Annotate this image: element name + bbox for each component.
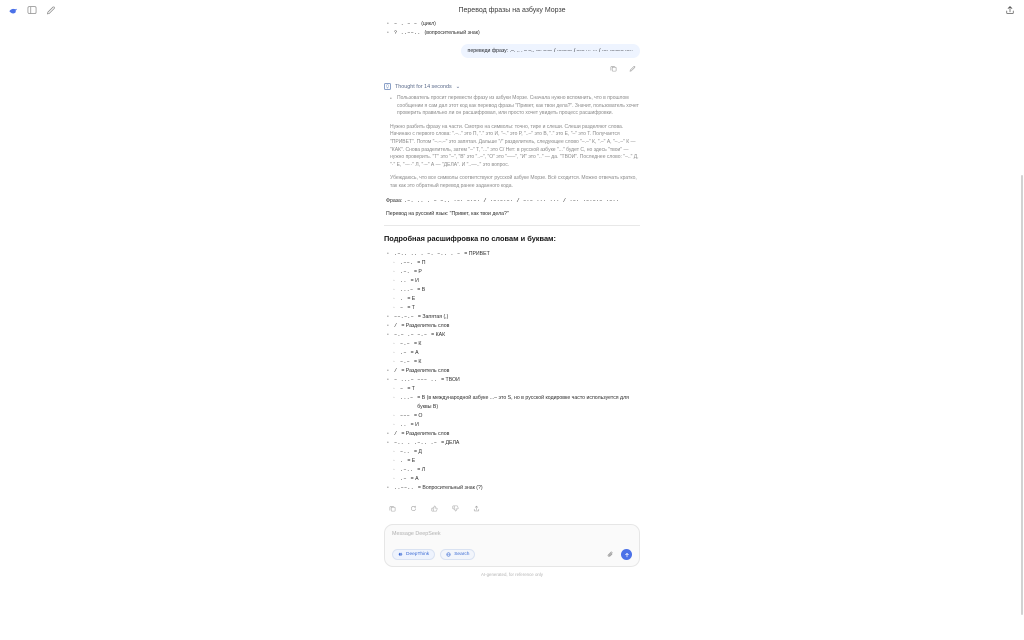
morse-meaning: = ПРИВЕТ bbox=[464, 250, 490, 257]
morse-meaning: = ДЕЛА bbox=[441, 439, 460, 446]
list-item bbox=[384, 439, 640, 448]
list-bullet: • bbox=[387, 322, 389, 329]
list-bullet: ◦ bbox=[393, 268, 395, 275]
window-topbar bbox=[0, 0, 1024, 20]
morse-meaning: = Запятая (,) bbox=[417, 313, 449, 320]
morse-meaning: = Т bbox=[407, 385, 415, 392]
morse-meaning: = Л bbox=[417, 466, 426, 473]
morse-meaning: = Е bbox=[407, 295, 416, 302]
morse-meaning: = В bbox=[417, 286, 426, 293]
list-bullet: • bbox=[387, 376, 389, 383]
morse-code: ––.–.– bbox=[394, 313, 414, 320]
list-item bbox=[384, 304, 640, 313]
morse-meaning: = Разделитель слов bbox=[401, 322, 450, 329]
list-item bbox=[384, 295, 640, 304]
thumbs-down-icon[interactable] bbox=[449, 503, 461, 515]
morse-code: – bbox=[400, 304, 404, 311]
morse-meaning: = Разделитель слов bbox=[401, 430, 450, 437]
morse-code: ...– bbox=[400, 286, 414, 293]
deepseek-whale-icon[interactable] bbox=[8, 5, 19, 16]
brain-icon bbox=[398, 552, 403, 557]
morse-breakdown-list bbox=[384, 250, 640, 493]
chat-scroll-area[interactable] bbox=[0, 20, 1024, 640]
morse-code: – bbox=[400, 385, 404, 392]
morse-meaning: = А bbox=[410, 475, 419, 482]
morse-code: .–.. .. . –. –.. . – bbox=[394, 250, 461, 257]
morse-code: –.– bbox=[400, 340, 410, 347]
list-item bbox=[384, 358, 640, 367]
deepthink-toggle[interactable] bbox=[392, 549, 435, 560]
list-item bbox=[384, 322, 640, 331]
morse-code: / bbox=[394, 322, 398, 329]
morse-meaning: = К bbox=[413, 358, 422, 365]
list-bullet: • bbox=[387, 313, 389, 320]
list-item bbox=[384, 466, 640, 475]
thumbs-up-icon[interactable] bbox=[428, 503, 440, 515]
thought-label: Thought for 14 seconds bbox=[395, 83, 452, 90]
list-item bbox=[384, 385, 640, 394]
list-item bbox=[384, 412, 640, 421]
list-bullet: • bbox=[387, 367, 389, 374]
list-bullet: ◦ bbox=[393, 277, 395, 284]
list-bullet: ◦ bbox=[393, 358, 395, 365]
list-bullet: ◦ bbox=[393, 421, 395, 428]
list-item bbox=[384, 475, 640, 484]
list-bullet: ◦ bbox=[393, 475, 395, 482]
morse-code: –.. . .–.. .– bbox=[394, 439, 438, 446]
list-item bbox=[384, 286, 640, 295]
list-bullet: • bbox=[390, 96, 392, 102]
thought-paragraph: Пользователь просит перевести фразу из азбуки Морзе. Сначала нужно вспомнить, что в прошлом сообщении я сам дал этот код как перевод фразы "Привет, как твои дела?". Значит, пользователь хочет проверить правильно ли он расшифровал, или просто хочет увидеть процесс расшифровки. bbox=[397, 95, 639, 117]
composer-footnote: AI-generated, for reference only bbox=[481, 571, 543, 577]
list-item bbox=[384, 457, 640, 466]
refresh-icon[interactable] bbox=[407, 503, 419, 515]
morse-code: .. bbox=[400, 421, 407, 428]
morse-meaning: = Р bbox=[413, 268, 422, 275]
list-item bbox=[384, 430, 640, 439]
new-chat-icon[interactable] bbox=[45, 4, 57, 16]
thought-body bbox=[384, 95, 640, 191]
list-bullet: ◦ bbox=[393, 466, 395, 473]
list-bullet: • bbox=[387, 21, 389, 27]
user-message-row bbox=[384, 44, 640, 58]
search-toggle[interactable] bbox=[440, 549, 475, 560]
list-bullet: • bbox=[387, 484, 389, 491]
phrase-morse: .–. .. . – –.. ·–· –·–· / ·–·–·–· / –·– ··· ··· / ·–· ·–·–·– ·–·· bbox=[403, 197, 620, 204]
morse-code: .– bbox=[400, 475, 407, 482]
morse-code: –.. bbox=[400, 448, 410, 455]
chat-column bbox=[384, 20, 640, 577]
list-item bbox=[384, 331, 640, 340]
assistant-feedback-bar bbox=[384, 503, 640, 515]
vertical-scrollbar[interactable] bbox=[1021, 175, 1023, 615]
morse-code: . bbox=[400, 295, 404, 302]
morse-code: / bbox=[394, 430, 398, 437]
user-message-bubble: переведи фразу: .–. .. . – –.. ·–· –·–· / ·–·–·–· / –·– ··· ··· / ·–· ·–·–·– ·–·· bbox=[461, 44, 640, 58]
section-title: Подробная расшифровка по словам и буквам: bbox=[384, 233, 556, 243]
list-bullet: ◦ bbox=[393, 304, 395, 311]
list-item bbox=[384, 376, 640, 385]
morse-code: / bbox=[394, 367, 398, 374]
deepthink-label: DeepThink bbox=[406, 552, 430, 558]
send-button[interactable] bbox=[621, 549, 632, 560]
answer-block bbox=[384, 197, 640, 218]
thought-paragraph: Нужно разбить фразу на части. Смотрю на символы: точно, тире и слеши. Слеши разделяют слова. Начинаю с первого слова: ".–.." это П, "." это И, "–." это Р, "..–" это В, "." это Е, "–" это Т. Получается "ПРИВЕТ". Потом "–.–.–" это запятая. Дальше "/" разделитель, следующее слово "–.–" К, ".–" А, "–..–" К — "КАК". Снова разделитель, затем "–" Т, "..." это С/ Нет: в русской азбуке "..." будет С, но здесь "твои" — нужно проверить. "Т" это "–", "В" это "..–", "О" это "–––", "И" это ".." — да. "ТВОИ". Последнее слово: "–.." Д, "·" Е, "·–··" Л, "·–" А — "ДЕЛА". И "..––.." это вопрос. bbox=[390, 123, 639, 168]
user-message-actions bbox=[384, 62, 640, 74]
morse-code: – ...– ––– .. bbox=[394, 376, 438, 383]
morse-meaning: = И bbox=[410, 421, 419, 428]
list-item bbox=[384, 277, 640, 286]
list-item bbox=[384, 484, 640, 493]
list-item bbox=[384, 268, 640, 277]
chevron-down-icon[interactable]: ⌄ bbox=[455, 83, 461, 90]
morse-code: ...– bbox=[400, 394, 414, 401]
list-bullet: • bbox=[387, 30, 389, 36]
morse-code: .––. bbox=[400, 259, 414, 266]
morse-code: ––– bbox=[400, 412, 410, 419]
morse-meaning: = Вопросительный знак (?) bbox=[417, 484, 483, 491]
morse-meaning: (цикл) bbox=[421, 21, 436, 27]
share-upload-icon[interactable] bbox=[1004, 4, 1016, 16]
morse-meaning: = О bbox=[413, 412, 423, 419]
list-item bbox=[384, 367, 640, 376]
phrase-label: Фраза: bbox=[386, 197, 403, 204]
morse-code: – . – – bbox=[394, 21, 418, 27]
list-item bbox=[384, 29, 640, 38]
morse-code: –.– bbox=[400, 358, 410, 365]
morse-code: ? ..––.. bbox=[394, 30, 421, 36]
morse-code: . bbox=[400, 457, 404, 464]
morse-code: .–.. bbox=[400, 466, 414, 473]
list-item bbox=[384, 313, 640, 322]
morse-code: ..––.. bbox=[394, 484, 414, 491]
morse-meaning: = В (в международной азбуке ...– это S, но в русской кодировке часто используется для буквы В) bbox=[417, 394, 629, 410]
morse-code: .. bbox=[400, 277, 407, 284]
composer-toolbar bbox=[392, 549, 632, 561]
morse-meaning: = К bbox=[413, 340, 422, 347]
window-title: Перевод фразы на азбуку Морзе bbox=[458, 6, 566, 14]
message-composer[interactable] bbox=[384, 524, 640, 567]
list-item bbox=[384, 340, 640, 349]
divider bbox=[384, 225, 640, 226]
list-bullet: ◦ bbox=[393, 448, 395, 455]
search-label: Search bbox=[454, 552, 470, 558]
list-item bbox=[384, 349, 640, 358]
answer-translation: Перевод на русский язык: "Привет, как твои дела?" bbox=[386, 210, 509, 217]
edit-icon[interactable] bbox=[626, 62, 638, 74]
morse-meaning: = Разделитель слов bbox=[401, 367, 450, 374]
list-bullet: ◦ bbox=[393, 385, 395, 392]
list-item bbox=[384, 394, 640, 412]
morse-code: –.– .– –.– bbox=[394, 331, 428, 338]
list-item bbox=[384, 20, 640, 29]
thought-paragraph: Убеждаюсь, что все символы соответствуют русской азбуке Морзе. Всё сходится. Можно отвечать кратко, так как это обратный перевод ранее заданного кода. bbox=[390, 175, 637, 189]
list-bullet: ◦ bbox=[393, 286, 395, 293]
list-bullet: ◦ bbox=[393, 259, 395, 266]
list-bullet: • bbox=[387, 331, 389, 338]
paperclip-icon[interactable] bbox=[604, 549, 616, 561]
list-bullet: ◦ bbox=[393, 340, 395, 347]
morse-meaning: = А bbox=[410, 349, 419, 356]
copy-icon[interactable] bbox=[386, 503, 398, 515]
thought-paragraph-row bbox=[390, 95, 640, 124]
topbar-right-group bbox=[1004, 4, 1016, 16]
previous-answer-fragments bbox=[384, 20, 640, 38]
morse-meaning: = ТВОИ bbox=[441, 376, 460, 383]
list-bullet: • bbox=[387, 430, 389, 437]
topbar-left-group bbox=[8, 4, 57, 16]
lightbulb-icon bbox=[384, 83, 391, 90]
list-bullet: ◦ bbox=[393, 349, 395, 356]
list-item bbox=[384, 259, 640, 268]
sidebar-toggle-icon[interactable] bbox=[26, 4, 38, 16]
morse-meaning: (вопросительный знак) bbox=[424, 30, 480, 36]
morse-meaning: = Е bbox=[407, 457, 416, 464]
list-bullet: • bbox=[387, 250, 389, 257]
list-item bbox=[384, 250, 640, 259]
message-input[interactable]: Message DeepSeek bbox=[392, 530, 441, 537]
morse-meaning: = И bbox=[410, 277, 419, 284]
list-bullet: ◦ bbox=[393, 457, 395, 464]
list-bullet: • bbox=[387, 439, 389, 446]
composer-right-group bbox=[604, 549, 632, 561]
thought-header[interactable] bbox=[384, 83, 640, 90]
list-item bbox=[384, 421, 640, 430]
morse-meaning: = Д bbox=[413, 448, 422, 455]
morse-meaning: = П bbox=[417, 259, 426, 266]
globe-icon bbox=[446, 552, 451, 557]
morse-code: .– bbox=[400, 349, 407, 356]
phrase-line bbox=[386, 197, 640, 205]
morse-meaning: = Т bbox=[407, 304, 415, 311]
morse-meaning: = КАК bbox=[431, 331, 446, 338]
copy-icon[interactable] bbox=[607, 62, 619, 74]
morse-code: .–. bbox=[400, 268, 410, 275]
share-icon[interactable] bbox=[470, 503, 482, 515]
list-bullet: ◦ bbox=[393, 394, 395, 401]
list-bullet: ◦ bbox=[393, 412, 395, 419]
list-item bbox=[384, 448, 640, 457]
list-bullet: ◦ bbox=[393, 295, 395, 302]
